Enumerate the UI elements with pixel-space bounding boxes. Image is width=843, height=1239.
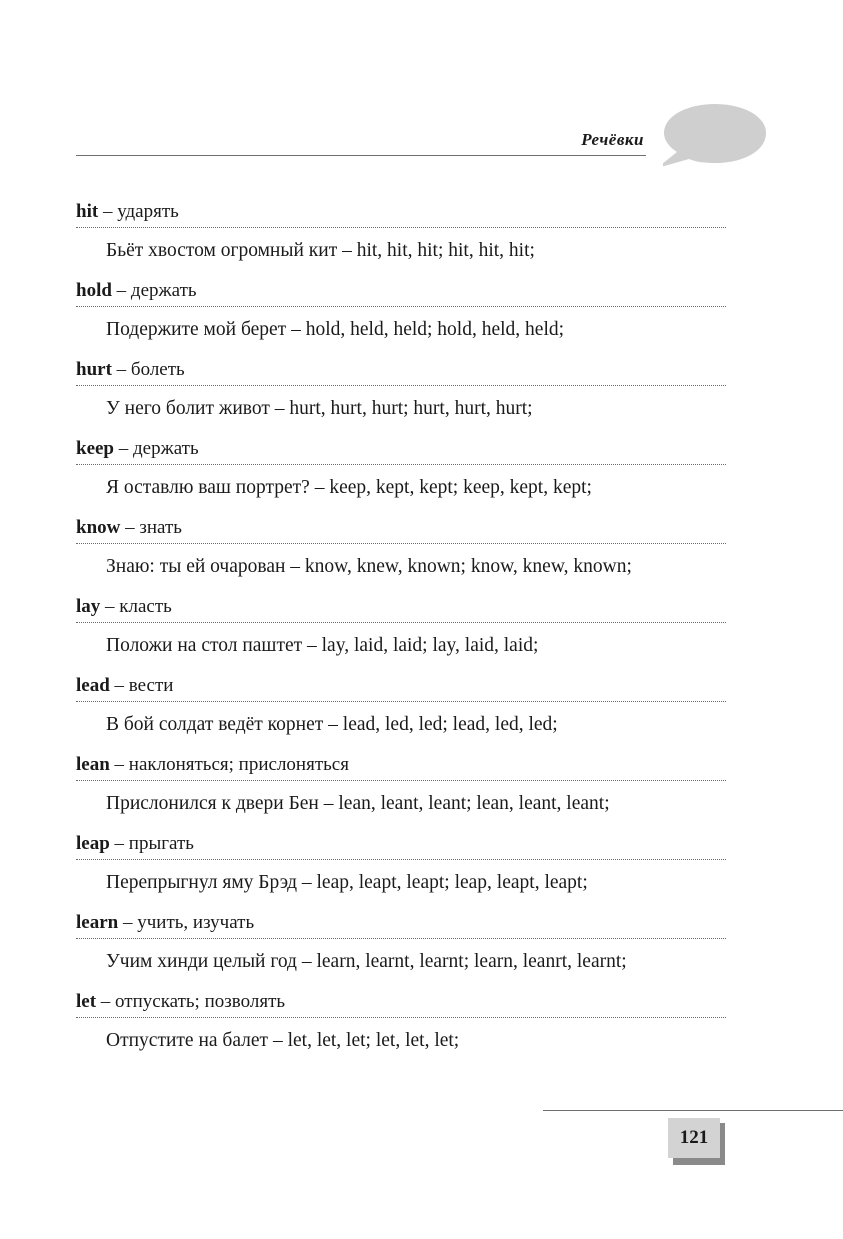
entry-word: lay	[76, 596, 101, 617]
entry-translation: – ударять	[98, 201, 179, 222]
entry-headword	[76, 515, 726, 544]
page-number: 121	[668, 1118, 720, 1158]
entry-word: hit	[76, 201, 99, 222]
vocabulary-entry	[76, 436, 726, 501]
vocabulary-entry	[76, 673, 726, 738]
footer-rule	[543, 1110, 843, 1111]
entry-headword	[76, 673, 726, 702]
entry-word: keep	[76, 438, 114, 459]
entry-headword	[76, 831, 726, 860]
entry-word: know	[76, 517, 121, 538]
entry-word: hurt	[76, 359, 112, 380]
entry-verse: У него болит живот – hurt, hurt, hurt; hurt, hurt, hurt;	[106, 398, 533, 419]
entry-translation: – знать	[120, 517, 182, 538]
entry-word: lean	[76, 754, 110, 775]
entry-word: lead	[76, 675, 110, 696]
vocabulary-entry	[76, 278, 726, 343]
entry-headword	[76, 357, 726, 386]
entry-headword	[76, 436, 726, 465]
entry-verse: Прислонился к двери Бен – lean, leant, leant; lean, leant, leant;	[106, 793, 610, 814]
entry-headword	[76, 594, 726, 623]
entry-verse: Отпустите на балет – let, let, let; let, let, let;	[106, 1030, 460, 1051]
entry-translation: – держать	[114, 438, 199, 459]
vocabulary-entry	[76, 910, 726, 975]
header-rule	[76, 155, 646, 156]
vocabulary-list	[76, 199, 726, 1068]
entry-headword	[76, 910, 726, 939]
entry-verse: Я оставлю ваш портрет? – keep, kept, kept; keep, kept, kept;	[106, 477, 592, 498]
entry-word: leap	[76, 833, 110, 854]
entry-translation: – прыгать	[109, 833, 194, 854]
entry-verse: Знаю: ты ей очарован – know, knew, known; know, knew, known;	[106, 556, 632, 577]
entry-headword	[76, 752, 726, 781]
entry-translation: – отпускать; позволять	[96, 991, 286, 1012]
speech-bubble-icon	[663, 102, 767, 168]
vocabulary-entry	[76, 594, 726, 659]
entry-word: hold	[76, 280, 112, 301]
entry-headword	[76, 199, 726, 228]
entry-headword	[76, 278, 726, 307]
entry-translation: – болеть	[111, 359, 185, 380]
vocabulary-entry	[76, 831, 726, 896]
vocabulary-entry	[76, 752, 726, 817]
entry-headword	[76, 989, 726, 1018]
entry-verse: Учим хинди целый год – learn, learnt, learnt; learn, leanrt, learnt;	[106, 951, 627, 972]
entry-translation: – наклоняться; прислоняться	[109, 754, 349, 775]
entry-verse: Перепрыгнул яму Брэд – leap, leapt, leapt; leap, leapt, leapt;	[106, 872, 588, 893]
entry-translation: – учить, изучать	[118, 912, 255, 933]
entry-verse: Подержите мой берет – hold, held, held; hold, held, held;	[106, 319, 565, 340]
vocabulary-entry	[76, 357, 726, 422]
entry-translation: – держать	[111, 280, 197, 301]
vocabulary-entry	[76, 989, 726, 1054]
entry-verse: Положи на стол паштет – lay, laid, laid; lay, laid, laid;	[106, 635, 539, 656]
vocabulary-entry	[76, 199, 726, 264]
entry-translation: – класть	[100, 596, 172, 617]
entry-verse: Бьёт хвостом огромный кит – hit, hit, hit; hit, hit, hit;	[106, 240, 535, 261]
entry-translation: – вести	[109, 675, 174, 696]
entry-word: let	[76, 991, 97, 1012]
entry-word: learn	[76, 912, 119, 933]
vocabulary-entry	[76, 515, 726, 580]
section-title: Речёвки	[581, 130, 644, 149]
entry-verse: В бой солдат ведёт корнет – lead, led, led; lead, led, led;	[106, 714, 558, 735]
